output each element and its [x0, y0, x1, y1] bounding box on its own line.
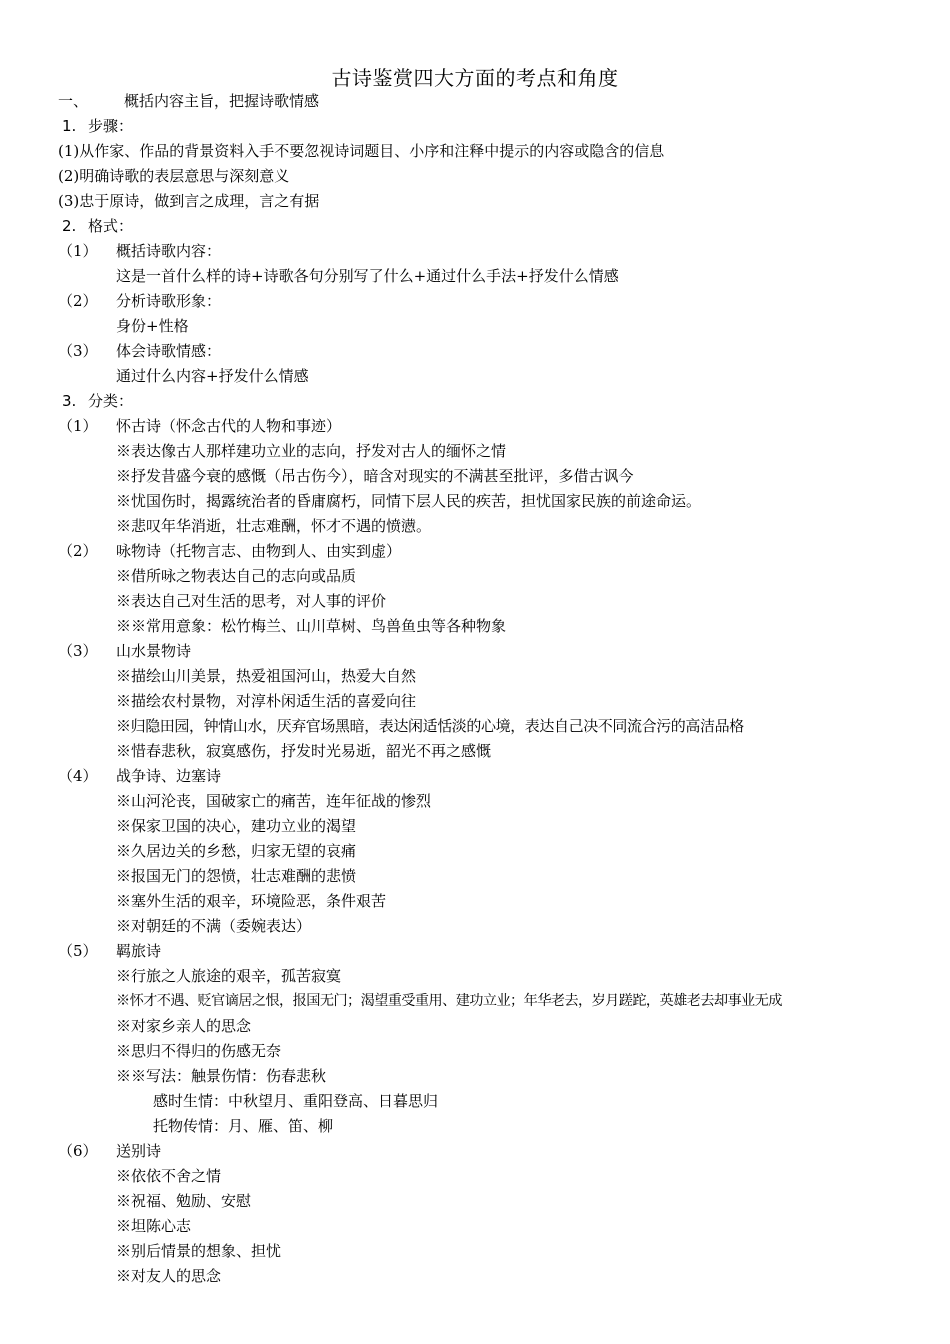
- list-heading: 步骤：: [88, 117, 134, 135]
- item-title: 概括诗歌内容：: [116, 242, 222, 260]
- category-title: 战争诗、边塞诗: [116, 767, 222, 785]
- category-point: ※祝福、勉励、安慰: [116, 1192, 252, 1210]
- category-number: （2）: [58, 542, 98, 560]
- list-marker: 1.: [62, 117, 77, 135]
- category-point: ※悲叹年华消逝，壮志难酬，怀才不遇的愤懑。: [116, 517, 432, 535]
- category-point: ※表达自己对生活的思考，对人事的评价: [116, 592, 387, 610]
- category-point: ※山河沦丧，国破家亡的痛苦，连年征战的惨烈: [116, 792, 432, 810]
- category-point: ※对朝廷的不满（委婉表达）: [116, 917, 312, 935]
- category-title: 怀古诗（怀念古代的人物和事迹）: [116, 417, 342, 435]
- category-title: 咏物诗（托物言志、由物到人、由实到虚）: [116, 542, 402, 560]
- category-point: ※归隐田园，钟情山水，厌弃官场黑暗，表达闲适恬淡的心境，表达自己决不同流合污的高洁品格: [116, 717, 744, 735]
- category-point: ※保家卫国的决心，建功立业的渴望: [116, 817, 357, 835]
- section-marker: 一、: [58, 92, 89, 110]
- item-number: （1）: [58, 242, 98, 260]
- category-point: ※描绘山川美景，热爱祖国河山，热爱大自然: [116, 667, 417, 685]
- item-number: （3）: [58, 342, 98, 360]
- list-marker: 2.: [62, 217, 77, 235]
- category-point: ※依依不舍之情: [116, 1167, 222, 1185]
- category-point: ※报国无门的怨愤，壮志难酬的悲愤: [116, 867, 357, 885]
- category-number: （5）: [58, 942, 98, 960]
- category-point: ※※写法：触景伤情：伤春悲秋: [116, 1067, 327, 1085]
- category-point: ※对家乡亲人的思念: [116, 1017, 252, 1035]
- category-number: （1）: [58, 417, 98, 435]
- category-point: ※塞外生活的艰辛，环境险恶，条件艰苦: [116, 892, 387, 910]
- category-point: ※怀才不遇、贬官谪居之恨，报国无门；渴望重受重用、建功立业；年华老去，岁月蹉跎，英雄老去却事业无成: [116, 993, 782, 1009]
- category-subpoint: 托物传情：月、雁、笛、柳: [153, 1117, 334, 1135]
- category-title: 送别诗: [116, 1142, 162, 1160]
- category-point: ※久居边关的乡愁，归家无望的哀痛: [116, 842, 357, 860]
- category-title: 羁旅诗: [116, 942, 162, 960]
- category-title: 山水景物诗: [116, 642, 192, 660]
- item-number: （2）: [58, 292, 98, 310]
- step-item: (2)明确诗歌的表层意思与深刻意义: [58, 167, 290, 185]
- category-number: （4）: [58, 767, 98, 785]
- category-point: ※忧国伤时，揭露统治者的昏庸腐朽，同情下层人民的疾苦，担忧国家民族的前途命运。: [116, 492, 702, 510]
- category-number: （3）: [58, 642, 98, 660]
- category-point: ※行旅之人旅途的艰辛，孤苦寂寞: [116, 967, 342, 985]
- list-heading: 格式：: [88, 217, 134, 235]
- category-point: ※坦陈心志: [116, 1217, 192, 1235]
- document-title: 古诗鉴赏四大方面的考点和角度: [331, 66, 619, 90]
- item-body: 身份+性格: [116, 317, 189, 335]
- category-point: ※抒发昔盛今衰的感慨（吊古伤今），暗含对现实的不满甚至批评，多借古讽今: [116, 467, 634, 485]
- category-point: ※惜春悲秋，寂寞感伤，抒发时光易逝，韶光不再之感慨: [116, 742, 492, 760]
- item-body: 这是一首什么样的诗+诗歌各句分别写了什么+通过什么手法+抒发什么情感: [116, 267, 619, 285]
- category-point: ※借所咏之物表达自己的志向或品质: [116, 567, 357, 585]
- step-item: (1)从作家、作品的背景资料入手不要忽视诗词题目、小序和注释中提示的内容或隐含的信息: [58, 142, 665, 160]
- category-point: ※思归不得归的伤感无奈: [116, 1042, 282, 1060]
- item-title: 体会诗歌情感：: [116, 342, 222, 360]
- category-number: （6）: [58, 1142, 98, 1160]
- section-heading: 概括内容主旨，把握诗歌情感: [124, 92, 320, 110]
- category-point: ※表达像古人那样建功立业的志向，抒发对古人的缅怀之情: [116, 442, 507, 460]
- category-subpoint: 感时生情：中秋望月、重阳登高、日暮思归: [153, 1092, 439, 1110]
- list-heading: 分类：: [88, 392, 134, 410]
- category-point: ※※常用意象：松竹梅兰、山川草树、鸟兽鱼虫等各种物象: [116, 617, 507, 635]
- item-body: 通过什么内容+抒发什么情感: [116, 367, 309, 385]
- item-title: 分析诗歌形象：: [116, 292, 222, 310]
- step-item: (3)忠于原诗，做到言之成理，言之有据: [58, 192, 320, 210]
- category-point: ※对友人的思念: [116, 1267, 222, 1285]
- category-point: ※描绘农村景物，对淳朴闲适生活的喜爱向往: [116, 692, 417, 710]
- list-marker: 3.: [62, 392, 77, 410]
- category-point: ※别后情景的想象、担忧: [116, 1242, 282, 1260]
